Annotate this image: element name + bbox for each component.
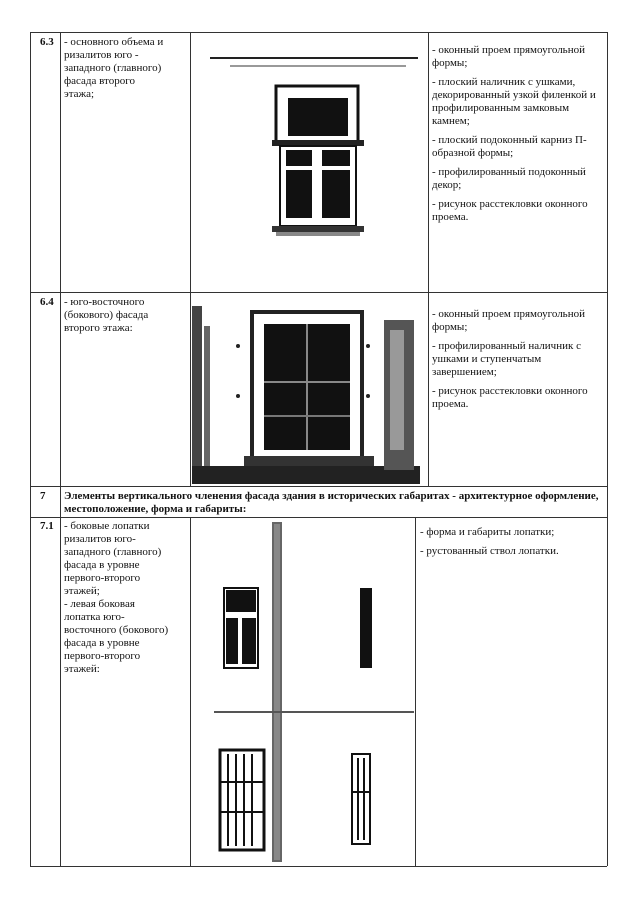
window-photo bbox=[192, 306, 420, 484]
row-description: - основного объема и ризалитов юго - западного (главного) фасада второго этажа; bbox=[64, 36, 164, 100]
feature-item: - плоский наличник с ушками, декорированный узкой филенкой и профилированным замковым камнем; bbox=[432, 76, 596, 127]
section-title: Элементы вертикального членения фасада здания в исторических габаритах - архитектурное оформление, местоположение, форма и габариты: bbox=[64, 490, 599, 515]
feature-item: - рустованный ствол лопатки. bbox=[420, 545, 559, 557]
row-features bbox=[420, 526, 602, 564]
facade-photo bbox=[214, 522, 414, 862]
feature-item: - рисунок расстекловки оконного проема. bbox=[432, 385, 588, 410]
row-description: - боковые лопатки ризалитов юго- западного (главного) фасада в уровне первого-второго этажей; - левая боковая лопатка юго- восточного (бокового) фасада в уровне первого-второго этажей: bbox=[64, 520, 169, 675]
feature-item: - профилированный наличник с ушками и ступенчатым завершением; bbox=[432, 340, 581, 378]
row-number: 6.3 bbox=[40, 36, 54, 48]
feature-item: - форма и габариты лопатки; bbox=[420, 526, 555, 538]
feature-item: - рисунок расстекловки оконного проема. bbox=[432, 198, 588, 223]
feature-item: - оконный проем прямоугольной формы; bbox=[432, 44, 585, 69]
feature-item: - оконный проем прямоугольной формы; bbox=[432, 308, 585, 333]
row-number: 7.1 bbox=[40, 520, 54, 532]
row-description: - юго-восточного (бокового) фасада второго этажа: bbox=[64, 296, 149, 334]
row-features bbox=[432, 308, 600, 417]
feature-item: - плоский подоконный карниз П-образной формы; bbox=[432, 134, 587, 159]
section-number: 7 bbox=[40, 490, 46, 502]
row-features bbox=[432, 44, 600, 230]
window-photo bbox=[206, 46, 422, 246]
row-number: 6.4 bbox=[40, 296, 54, 308]
feature-item: - профилированный подоконный декор; bbox=[432, 166, 586, 191]
